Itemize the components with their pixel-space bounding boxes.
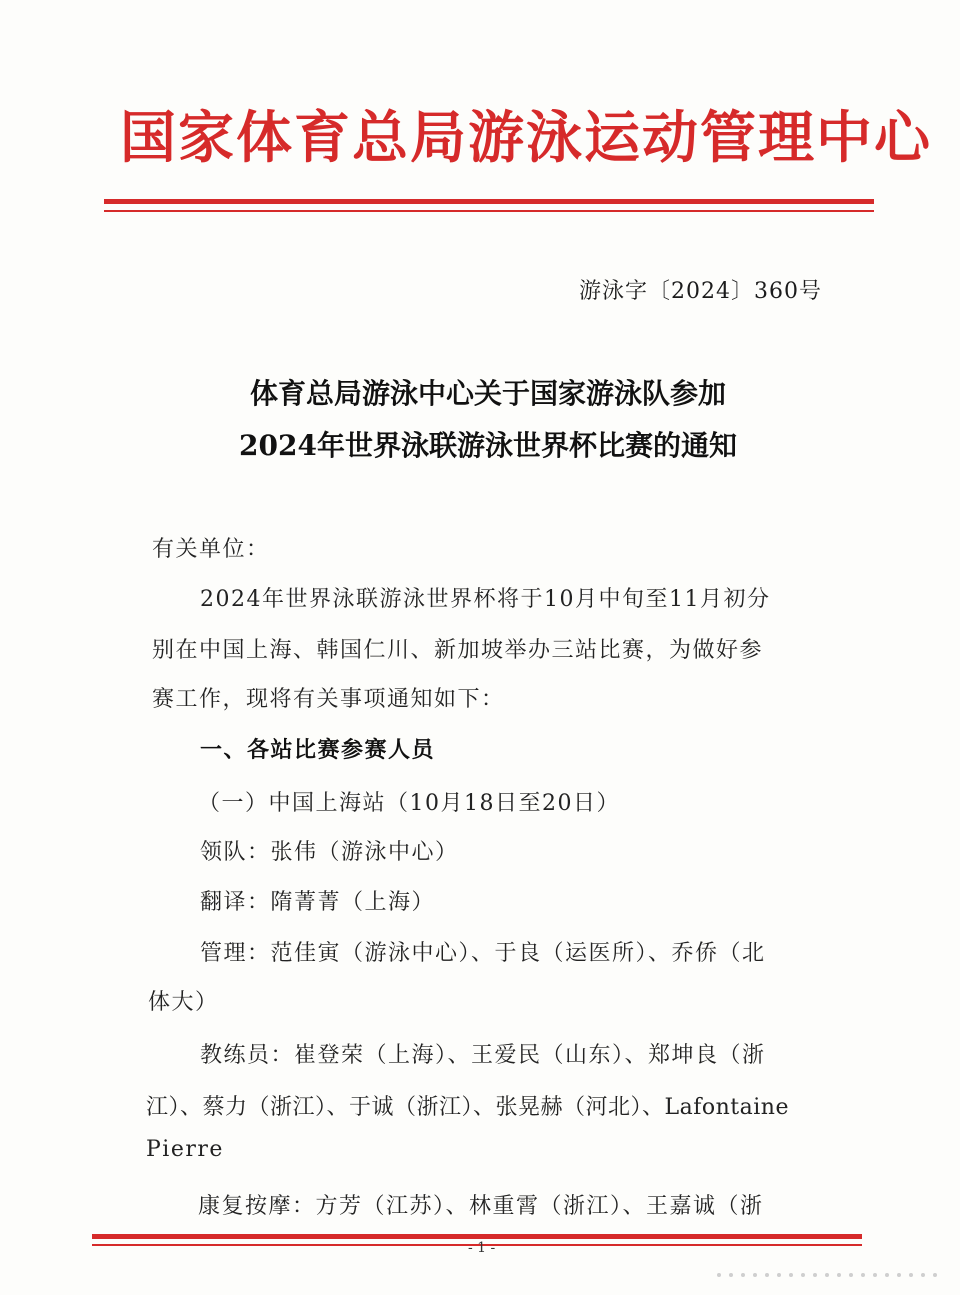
intro-line-3: 赛工作，现将有关事项通知如下： — [152, 687, 505, 712]
footer-rule-thick — [92, 1234, 862, 1239]
subsection-shanghai: （一）中国上海站（10月18日至20日） — [198, 791, 620, 816]
watermark-logo — [713, 1264, 948, 1286]
intro-line-1: 2024年世界泳联游泳世界杯将于10月中旬至11月初分 — [200, 587, 771, 612]
team-leader: 领队：张伟（游泳中心） — [200, 840, 459, 865]
translator: 翻译：隋菁菁（上海） — [200, 890, 436, 915]
intro-line-2: 别在中国上海、韩国仁川、新加坡举办三站比赛，为做好参 — [152, 638, 764, 663]
document-title-line-1: 体育总局游泳中心关于国家游泳队参加 — [249, 377, 726, 410]
coaches-line-1: 教练员：崔登荣（上海）、王爱民（山东）、郑坤良（浙 — [200, 1043, 766, 1068]
header-rule-thin — [104, 210, 874, 212]
coaches-line-2: 江）、蔡力（浙江）、于诚（浙江）、张晃赫（河北）、Lafontaine — [146, 1095, 789, 1120]
organization-header: 国家体育总局游泳运动管理中心 — [120, 105, 932, 171]
management-line-2: 体大） — [148, 990, 219, 1015]
coaches-line-3: Pierre — [146, 1137, 224, 1162]
salutation: 有关单位： — [152, 537, 270, 562]
section-heading-participants: 一、各站比赛参赛人员 — [200, 737, 436, 763]
document-title-line-2: 2024年世界泳联游泳世界杯比赛的通知 — [239, 429, 737, 462]
header-rule-thick — [104, 199, 874, 204]
management-line-1: 管理：范佳寅（游泳中心）、于良（运医所）、乔侨（北 — [200, 941, 766, 966]
page-number: - 1 - — [468, 1240, 496, 1256]
document-number: 游泳字〔2024〕360号 — [579, 279, 822, 304]
rehab-massage: 康复按摩：方芳（江苏）、林重霄（浙江）、王嘉诚（浙 — [198, 1194, 764, 1219]
